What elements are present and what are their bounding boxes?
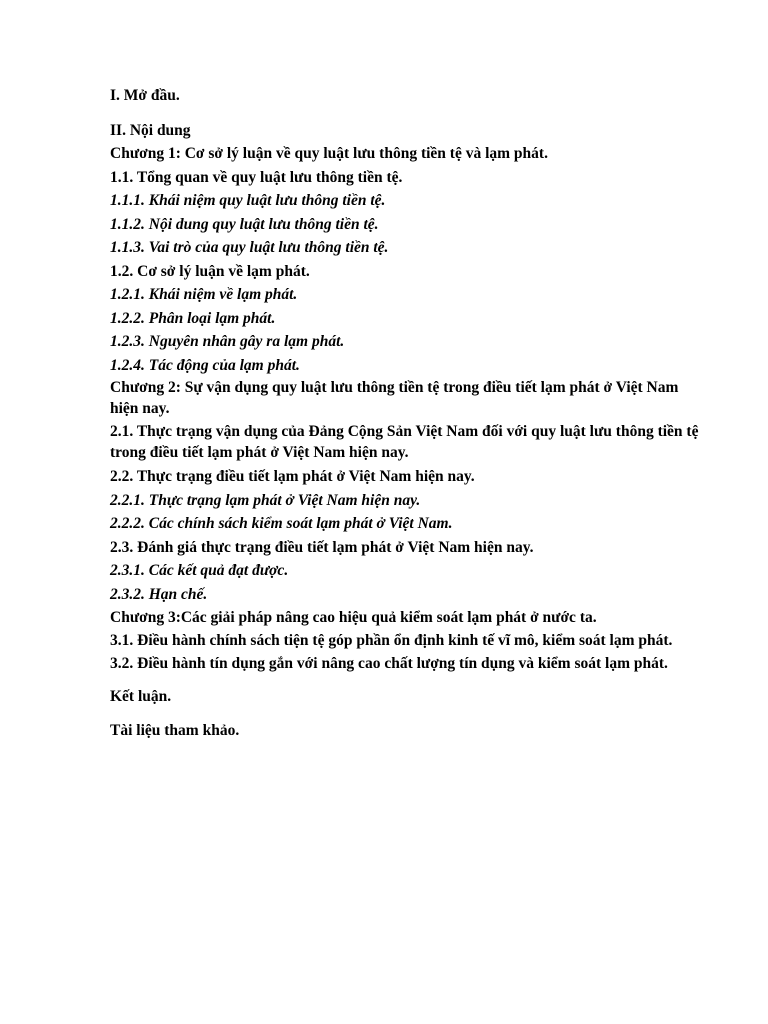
toc-section-1-1: 1.1. Tổng quan về quy luật lưu thông tiền tệ. (110, 168, 403, 186)
table-of-contents (110, 84, 710, 743)
toc-section-3-2: 3.2. Điều hành tín dụng gắn với nâng cao chất lượng tín dụng và kiểm soát lạm phát. (110, 654, 668, 672)
toc-chapter-3: Chương 3:Các giải pháp nâng cao hiệu quả kiểm soát lạm phát ở nước ta. (110, 609, 597, 626)
toc-chapter-2: Chương 2: Sự vận dụng quy luật lưu thông tiền tệ trong điều tiết lạm phát ở Việt Nam hiện nay. (110, 379, 679, 417)
toc-chapter-1: Chương 1: Cơ sở lý luận về quy luật lưu thông tiền tệ và lạm phát. (110, 145, 548, 162)
toc-subsection-2-2-2: 2.2.2. Các chính sách kiểm soát lạm phát ở Việt Nam. (110, 515, 453, 532)
toc-subsection-1-2-3: 1.2.3. Nguyên nhân gây ra lạm phát. (110, 333, 345, 350)
toc-subsection-1-2-2: 1.2.2. Phân loại lạm phát. (110, 309, 276, 327)
toc-conclusion: Kết luận. (110, 687, 172, 705)
toc-subsection-2-2-1: 2.2.1. Thực trạng lạm phát ở Việt Nam hiện nay. (110, 491, 421, 509)
toc-section-2-1: 2.1. Thực trạng vận dụng của Đảng Cộng Sản Việt Nam đối với quy luật lưu thông tiền tệ trong điều tiết lạm phát ở Việt Nam hiện nay. (110, 423, 699, 461)
toc-references: Tài liệu tham khảo. (110, 722, 240, 739)
toc-subsection-1-1-2: 1.1.2. Nội dung quy luật lưu thông tiền tệ. (110, 215, 379, 233)
toc-section-2-2: 2.2. Thực trạng điều tiết lạm phát ở Việt Nam hiện nay. (110, 468, 475, 485)
toc-section-1-2: 1.2. Cơ sở lý luận về lạm phát. (110, 262, 310, 280)
toc-subsection-1-2-1: 1.2.1. Khái niệm về lạm phát. (110, 286, 298, 303)
toc-subsection-1-2-4: 1.2.4. Tác động của lạm phát. (110, 356, 300, 374)
toc-subsection-1-1-3: 1.1.3. Vai trò của quy luật lưu thông tiền tệ. (110, 239, 389, 256)
toc-intro: I. Mở đầu. (110, 87, 180, 104)
toc-subsection-2-3-2: 2.3.2. Hạn chế. (110, 585, 208, 603)
toc-subsection-2-3-1: 2.3.1. Các kết quả đạt được. (110, 562, 289, 579)
toc-subsection-1-1-1: 1.1.1. Khái niệm quy luật lưu thông tiền tệ. (110, 192, 386, 209)
toc-content-heading: II. Nội dung (110, 121, 191, 139)
toc-section-2-3: 2.3. Đánh giá thực trạng điều tiết lạm phát ở Việt Nam hiện nay. (110, 538, 534, 556)
toc-section-3-1: 3.1. Điều hành chính sách tiện tệ góp phần ổn định kinh tế vĩ mô, kiểm soát lạm phát. (110, 631, 673, 649)
